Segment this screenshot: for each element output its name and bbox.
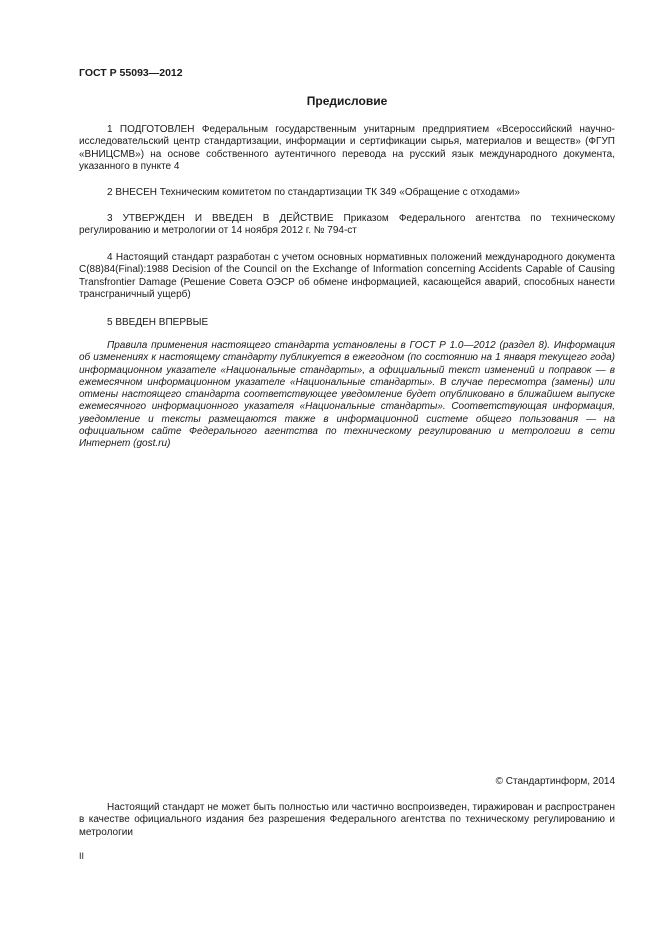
copyright-line: © Стандартинформ, 2014 (495, 776, 615, 787)
paragraph-1: 1 ПОДГОТОВЛЕН Федеральным государственным унитарным предприятием «Всероссийский научно-исследовательский центр стандартизации, информации и сертификации сырья, материалов и веществ» (ФГУП «ВНИЦСМВ») на основе собственного аутентичного перевода на русский язык международного документа, указанного в пункте 4 (79, 124, 615, 172)
paragraph-4: 4 Настоящий стандарт разработан с учетом основных нормативных положений международного документа С(88)84(Final):1988 Decision of the Council on the Exchange of Information concerning Accidents Capable of Causing Transfrontier Damage (Решение Совета ОЭСР об обмене информацией, касающейся аварий, способных нанести трансграничный ущерб) (79, 252, 615, 300)
page-number: II (79, 851, 85, 861)
application-notice: Правила применения настоящего стандарта установлены в ГОСТ Р 1.0—2012 (раздел 8). Информация об изменениях к настоящему стандарту публикуется в ежегодном (по состоянию на 1 января текущего года) информационном указателе «Национальные стандарты», а официальный текст изменений и поправок — в ежемесячном информационном указателе «Национальные стандарты». В случае пересмотра (замены) или отмены настоящего стандарта соответствующее уведомление будет опубликовано в ближайшем выпуске ежемесячного информационного указателя «Национальные стандарты». Соответствующая информация, уведомление и тексты размещаются также в информационной системе общего пользования — на официальном сайте Федерального агентства по техническому регулированию и метрологии в сети Интернет (gost.ru) (79, 340, 615, 450)
section-title: Предисловие (306, 94, 388, 108)
document-id-header: ГОСТ Р 55093—2012 (79, 67, 183, 79)
reproduction-notice: Настоящий стандарт не может быть полностью или частично воспроизведен, тиражирован и распространен в качестве официального издания без разрешения Федерального агентства по техническому регулированию и метрологии (79, 802, 615, 838)
paragraph-3: 3 УТВЕРЖДЕН И ВВЕДЕН В ДЕЙСТВИЕ Приказом Федерального агентства по техническому регулированию и метрологии от 14 ноября 2012 г. № 794-ст (79, 213, 615, 237)
paragraph-5: 5 ВВЕДЕН ВПЕРВЫЕ (107, 317, 209, 328)
paragraph-2: 2 ВНЕСЕН Техническим комитетом по стандартизации ТК 349 «Обращение с отходами» (107, 187, 520, 198)
